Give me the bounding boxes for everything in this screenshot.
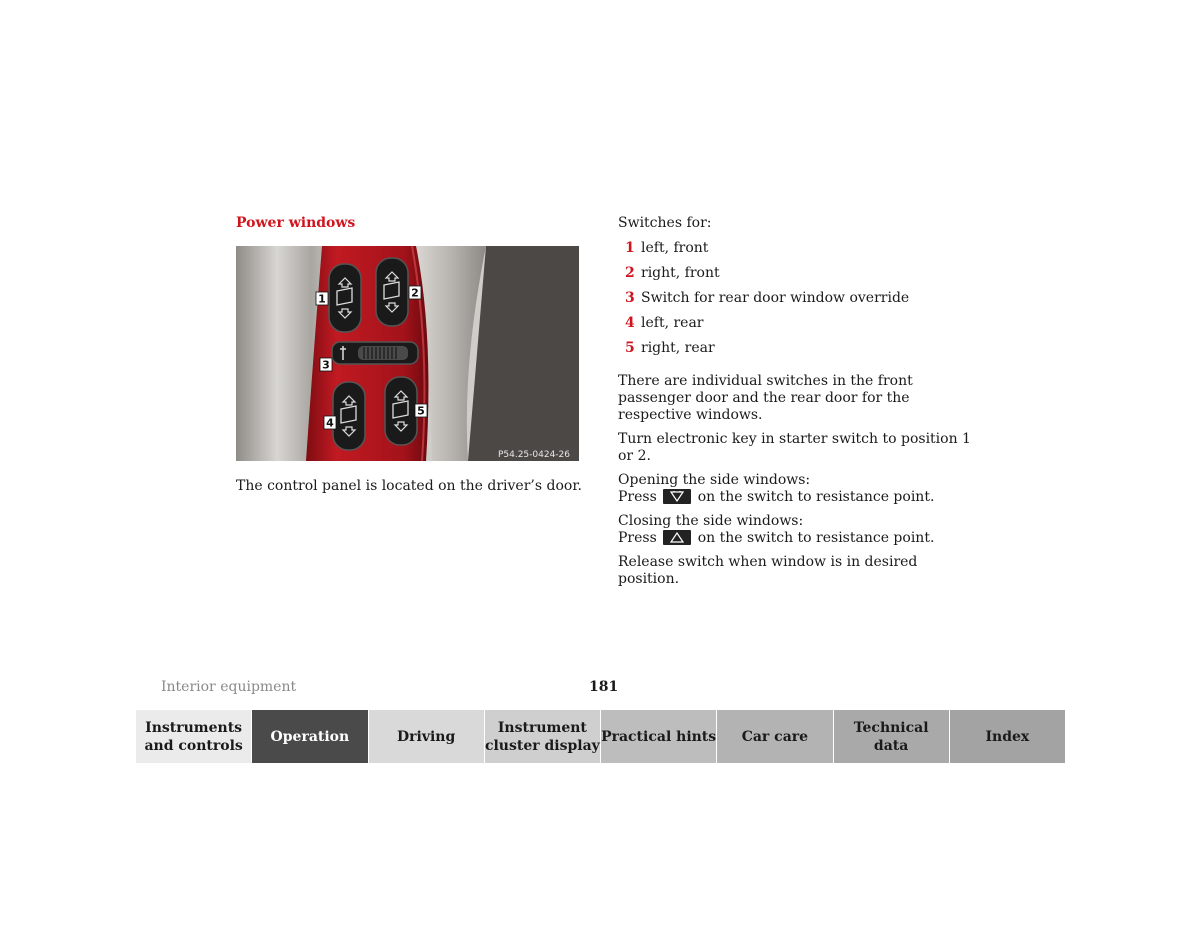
release-instruction: Release switch when window is in desired position. [618,554,918,587]
list-item: 3 Switch for rear door window override [625,290,910,306]
callout-2: 2 [411,286,419,300]
switches-intro: Switches for: [618,215,712,231]
tab-instruments-and-controls[interactable]: Instruments and controls [136,710,252,763]
page-number: 181 [589,679,619,695]
footer-section-name: Interior equipment [161,679,297,695]
closing-heading: Closing the side windows: [618,513,804,529]
paragraph-individual-switches: There are individual switches in the front passenger door and the rear door for the respective windows. [618,373,913,423]
list-item: 1 left, front [625,240,709,256]
power-window-switch-figure [236,246,579,461]
tab-car-care[interactable]: Car care [717,710,833,763]
tab-driving[interactable]: Driving [369,710,485,763]
tab-technical-data[interactable]: Technical data [834,710,950,763]
down-arrow-icon [663,489,691,504]
switch-1 [329,264,361,332]
switch-2 [376,258,408,326]
chapter-tabs [136,710,1065,763]
callout-3: 3 [322,358,330,372]
door-panel-illustration [236,246,579,461]
paragraph-electronic-key: Turn electronic key in starter switch to position 1 or 2. [618,431,971,464]
figure-code: P54.25-0424-26 [497,450,570,460]
tab-instrument-cluster-display[interactable]: Instrument cluster display [485,710,601,763]
callout-5: 5 [417,404,425,418]
tab-operation[interactable]: Operation [252,710,368,763]
list-item: 2 right, front [625,265,720,281]
figure-caption: The control panel is located on the driver’s door. [236,478,582,494]
instructions-column [618,215,978,588]
opening-heading: Opening the side windows: [618,472,811,488]
callout-1: 1 [318,292,326,306]
switch-3 [332,342,418,364]
tab-index[interactable]: Index [950,710,1065,763]
up-arrow-icon [663,530,691,545]
list-item: 4 left, rear [625,315,704,331]
opening-instruction: Press on the switch to resistance point. [618,489,935,505]
switch-4 [333,382,365,450]
callout-4: 4 [326,416,334,430]
list-item: 5 right, rear [625,340,715,356]
section-title: Power windows [236,215,356,231]
switch-list [618,240,978,365]
closing-instruction: Press on the switch to resistance point. [618,530,935,546]
switch-5 [385,377,417,445]
tab-practical-hints[interactable]: Practical hints [601,710,717,763]
